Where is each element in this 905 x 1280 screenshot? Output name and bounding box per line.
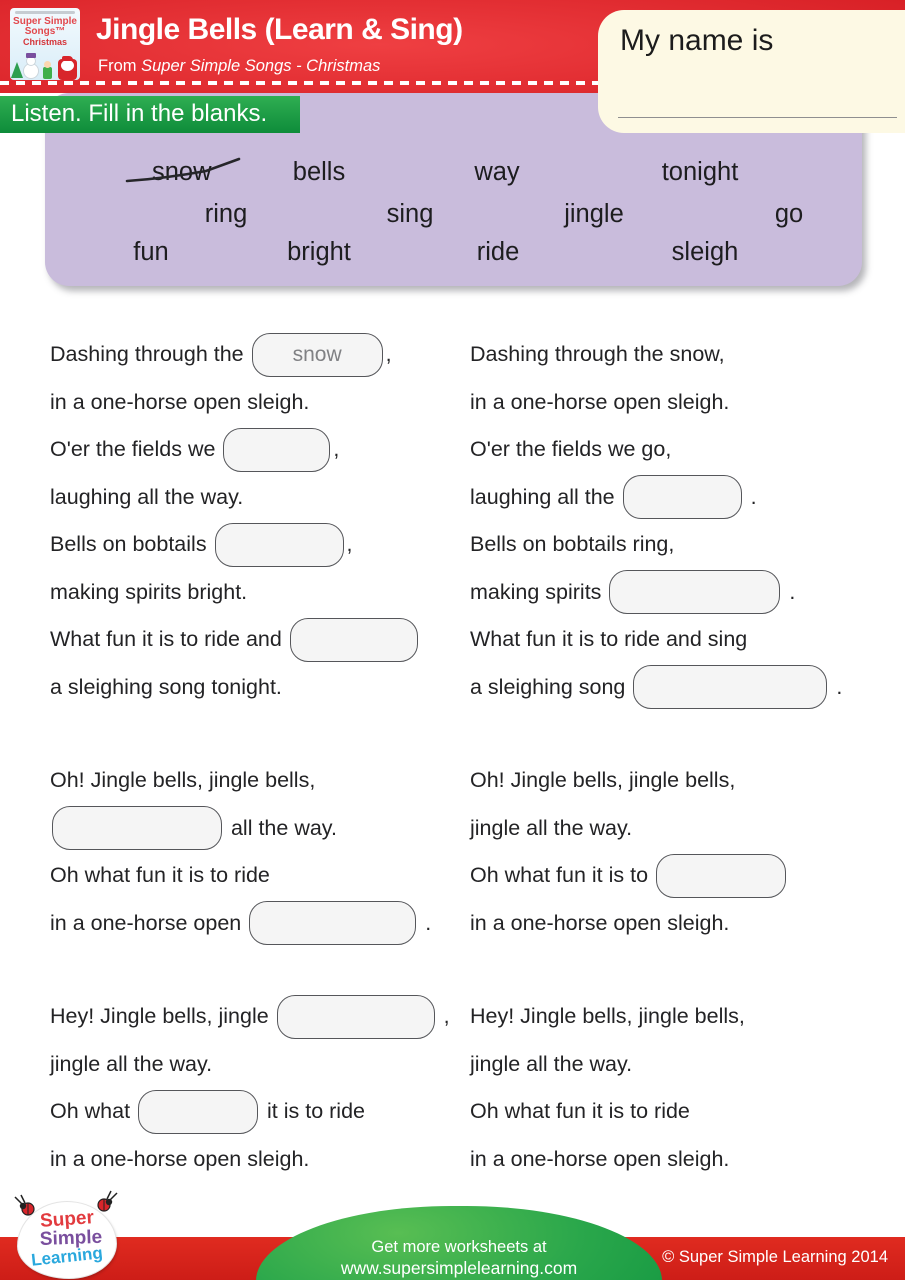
elf-shape — [43, 67, 52, 79]
lyric-text: in a one-horse open sleigh. — [50, 389, 310, 414]
lyric-line — [470, 805, 890, 853]
lyric-line — [470, 664, 890, 712]
lyric-text: in a one-horse open sleigh. — [470, 910, 730, 935]
footer-banner — [256, 1206, 662, 1280]
lyric-text: making spirits bright. — [50, 579, 248, 604]
logo-word-super: Super — [39, 1207, 95, 1232]
brand-logo — [14, 1198, 120, 1280]
lyric-line — [470, 521, 890, 569]
lyric-line — [470, 569, 890, 617]
stanza — [50, 331, 470, 711]
lyric-line — [470, 757, 890, 805]
answer-blank[interactable] — [215, 523, 344, 567]
lyric-line — [50, 521, 470, 569]
strikethrough-mark — [126, 157, 241, 189]
answer-blank-filled[interactable]: snow — [252, 333, 383, 377]
lyric-line — [470, 426, 890, 474]
lyric-line — [470, 616, 890, 664]
lyric-line — [50, 664, 470, 712]
word-bank-word: sing — [386, 200, 434, 228]
cover-title: Super Simple — [13, 16, 77, 27]
lyric-text: laughing all the way. — [50, 484, 244, 509]
stanza — [50, 757, 470, 947]
lyric-line — [50, 1041, 470, 1089]
lyric-text: What fun it is to ride and — [50, 627, 288, 652]
lyric-line — [470, 1088, 890, 1136]
answer-blank[interactable] — [223, 428, 330, 472]
lyrics-column-right — [470, 331, 890, 1229]
lyric-text: jingle all the way. — [470, 1051, 633, 1076]
lyric-text: . — [744, 484, 757, 509]
lyric-text: Oh! Jingle bells, jingle bells, — [470, 768, 736, 793]
snowman-hat-shape — [26, 53, 36, 58]
santa-beard-shape — [61, 60, 74, 71]
lyric-text: , — [346, 532, 353, 557]
answer-blank[interactable] — [656, 854, 786, 898]
lyric-line — [470, 993, 890, 1041]
lyric-line — [470, 900, 890, 948]
word-bank-word: sleigh — [671, 238, 739, 266]
lyric-text: Hey! Jingle bells, jingle bells, — [470, 1004, 745, 1029]
footer-website-link[interactable]: www.supersimplelearning.com — [340, 1258, 578, 1278]
lyric-line — [470, 1041, 890, 1089]
lyric-text: jingle all the way. — [50, 1051, 213, 1076]
lyric-text: , — [333, 437, 340, 462]
cover-fine-print-line — [15, 11, 75, 14]
lyric-line — [470, 1136, 890, 1184]
name-box — [598, 10, 905, 133]
answer-blank[interactable] — [138, 1090, 258, 1134]
word-bank-word: ride — [476, 238, 520, 266]
lyric-line — [50, 331, 470, 379]
stanza — [470, 331, 890, 711]
lyric-text: What fun it is to ride and sing — [470, 627, 748, 652]
answer-blank[interactable] — [633, 665, 827, 709]
answer-blank[interactable] — [52, 806, 222, 850]
lyric-text: O'er the fields we go, — [470, 437, 672, 462]
word-bank-word: snow — [152, 158, 212, 186]
cover-title-songs: Songs™ — [24, 26, 66, 37]
lyric-line — [50, 805, 470, 853]
word-bank-word: fun — [133, 238, 169, 266]
lyric-text: . — [783, 579, 796, 604]
stanza — [50, 993, 470, 1183]
lyric-line — [470, 852, 890, 900]
cover-artwork — [10, 52, 80, 80]
lyric-text: all the way. — [225, 815, 337, 840]
lyric-text: , — [437, 1004, 450, 1029]
lyric-text: . — [830, 674, 843, 699]
answer-blank[interactable] — [623, 475, 742, 519]
lyric-text: making spirits — [470, 579, 608, 604]
lyric-text: O'er the fields we — [50, 437, 222, 462]
page-subtitle — [98, 57, 380, 76]
page-title: Jingle Bells (Learn & Sing) — [96, 13, 463, 46]
lyric-line — [50, 569, 470, 617]
name-label: My name is — [620, 24, 774, 57]
word-bank-word: go — [774, 200, 804, 228]
word-bank-word: way — [474, 158, 520, 186]
lyric-line — [470, 474, 890, 522]
lyric-text: in a one-horse open — [50, 910, 248, 935]
ladybug-icon — [12, 1194, 42, 1218]
tree-shape — [11, 62, 23, 78]
logo-word-simple: Simple — [39, 1226, 103, 1250]
lyric-text: in a one-horse open sleigh. — [50, 1146, 310, 1171]
lyric-text: a sleighing song — [470, 674, 632, 699]
lyric-text: in a one-horse open sleigh. — [470, 389, 730, 414]
cover-subtitle: Christmas — [22, 37, 67, 47]
lyric-text: it is to ride — [261, 1099, 365, 1124]
lyric-text: . — [419, 910, 432, 935]
lyric-text: Oh what fun it is to — [470, 863, 655, 888]
answer-blank[interactable] — [290, 618, 418, 662]
lyric-line — [50, 379, 470, 427]
lyric-text: Dashing through the snow, — [470, 342, 725, 367]
lyric-text: a sleighing song tonight. — [50, 674, 282, 699]
word-bank-word: bells — [292, 158, 346, 186]
answer-blank[interactable] — [249, 901, 416, 945]
word-bank-word: jingle — [564, 200, 624, 228]
instruction-banner: Listen. Fill in the blanks. — [0, 96, 300, 133]
lyric-text: jingle all the way. — [470, 815, 633, 840]
lyric-text: Bells on bobtails ring, — [470, 532, 675, 557]
lyric-line — [50, 426, 470, 474]
ladybug-icon — [90, 1190, 120, 1214]
album-cover — [10, 8, 80, 80]
stanza — [470, 993, 890, 1183]
lyric-line — [50, 1088, 470, 1136]
lyric-line — [50, 1136, 470, 1184]
lyric-text: in a one-horse open sleigh. — [470, 1146, 730, 1171]
lyric-line — [50, 900, 470, 948]
lyric-text: Hey! Jingle bells, jingle — [50, 1004, 275, 1029]
logo-word-learning: Learning — [30, 1243, 104, 1270]
elf-head-shape — [44, 61, 51, 68]
answer-blank[interactable] — [277, 995, 435, 1039]
subtitle-prefix: From — [98, 57, 142, 75]
lyric-line — [50, 616, 470, 664]
lyric-text: Oh what fun it is to ride — [470, 1099, 690, 1124]
answer-blank[interactable] — [609, 570, 780, 614]
lyric-line — [50, 474, 470, 522]
lyrics-column-left — [50, 331, 470, 1229]
name-write-line[interactable] — [618, 117, 897, 118]
subtitle-album: Super Simple Songs - Christmas — [141, 57, 381, 75]
lyric-text: Oh! Jingle bells, jingle bells, — [50, 768, 316, 793]
footer-banner-text: Get more worksheets at — [371, 1238, 547, 1256]
lyric-line — [50, 757, 470, 805]
lyric-text: Bells on bobtails — [50, 532, 213, 557]
copyright-text: © Super Simple Learning 2014 — [662, 1248, 888, 1266]
lyric-text: Oh what — [50, 1099, 137, 1124]
lyric-line — [470, 331, 890, 379]
lyric-line — [50, 993, 470, 1041]
lyric-text: Oh what fun it is to ride — [50, 863, 270, 888]
santa-hat-shape — [62, 56, 73, 61]
word-bank-word: tonight — [661, 158, 739, 186]
stanza — [470, 757, 890, 947]
word-bank-word: bright — [287, 238, 351, 266]
word-bank-word: ring — [204, 200, 248, 228]
lyric-line — [50, 852, 470, 900]
lyric-text: laughing all the — [470, 484, 621, 509]
lyric-text: , — [385, 342, 392, 367]
lyric-text: Dashing through the — [50, 342, 250, 367]
lyric-line — [470, 379, 890, 427]
